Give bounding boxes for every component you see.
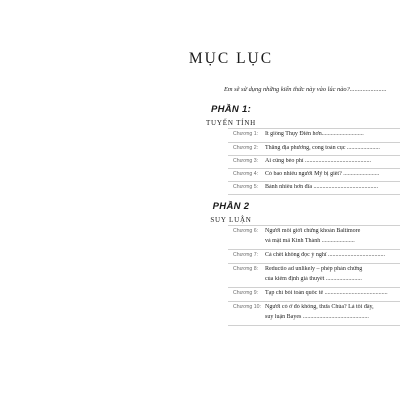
intro-line: Em sẽ sử dụng những kiến thức này vào lúc nào?....................... (224, 86, 387, 93)
chapter-number: Chương 4: (233, 171, 259, 177)
divider (228, 263, 400, 264)
chapter-number: Chương 3: (233, 158, 259, 164)
chapter-title: Bánh nhiều hơn đĩa ........................................... (265, 184, 378, 190)
divider (228, 155, 400, 156)
divider (228, 194, 400, 195)
chapter-number: Chương 1: (233, 131, 259, 137)
chapter-entry (0, 266, 400, 286)
part-1-label: PHẦN 1: (210, 104, 252, 115)
chapter-entry (0, 304, 400, 324)
chapter-number: Chương 10: (233, 304, 261, 310)
chapter-number: Chương 2: (233, 145, 259, 151)
divider (228, 225, 400, 226)
chapter-title-continued: của kiểm định giả thuyết ........................ (265, 276, 362, 282)
divider (228, 128, 400, 129)
part-1-subtitle: TUYẾN TÍNH (205, 119, 257, 127)
part-1-heading (0, 104, 400, 127)
divider (228, 181, 400, 182)
chapter-number: Chương 7: (233, 252, 259, 258)
chapter-number: Chương 5: (233, 184, 259, 190)
divider (228, 168, 400, 169)
chapter-title: Tạp chí bói toán quốc tế .......................................... (265, 290, 388, 296)
chapter-number: Chương 8: (233, 266, 259, 272)
chapter-title-continued: và mật mã Kinh Thánh ...................... (265, 238, 355, 244)
divider (228, 249, 400, 250)
divider (228, 325, 400, 326)
divider (228, 301, 400, 302)
divider (228, 142, 400, 143)
divider (228, 287, 400, 288)
chapter-title: Người có ở đó không, thưa Chúa? Là tôi đây, (265, 304, 374, 310)
part-2-heading (0, 201, 400, 224)
chapter-number: Chương 9: (233, 290, 259, 296)
page-title: MỤC LỤC (188, 50, 274, 67)
chapter-title: Người môi giới chứng khoán Baltimore (265, 228, 361, 234)
chapter-title: Reductio ad unlikely – phép phản chứng (265, 266, 363, 272)
part-2-subtitle: SUY LUẬN (210, 216, 252, 224)
chapter-entry (0, 228, 400, 248)
chapter-title: Ít giống Thụy Điển hơn............................ (265, 131, 364, 137)
part-2-label: PHẦN 2 (212, 201, 250, 212)
chapter-title: Có bao nhiêu người Mỹ bị giết? ........................ (265, 171, 380, 177)
chapter-title: Cá chết không đọc ý nghĩ ...................................... (265, 252, 385, 258)
chapter-title-continued: suy luận Bayes ............................................ (265, 314, 369, 320)
chapter-number: Chương 6: (233, 228, 259, 234)
chapter-title: Thẳng địa phương, cong toàn cục ...................... (265, 145, 380, 151)
chapter-title: Ai cũng béo phì ............................................ (265, 158, 371, 164)
